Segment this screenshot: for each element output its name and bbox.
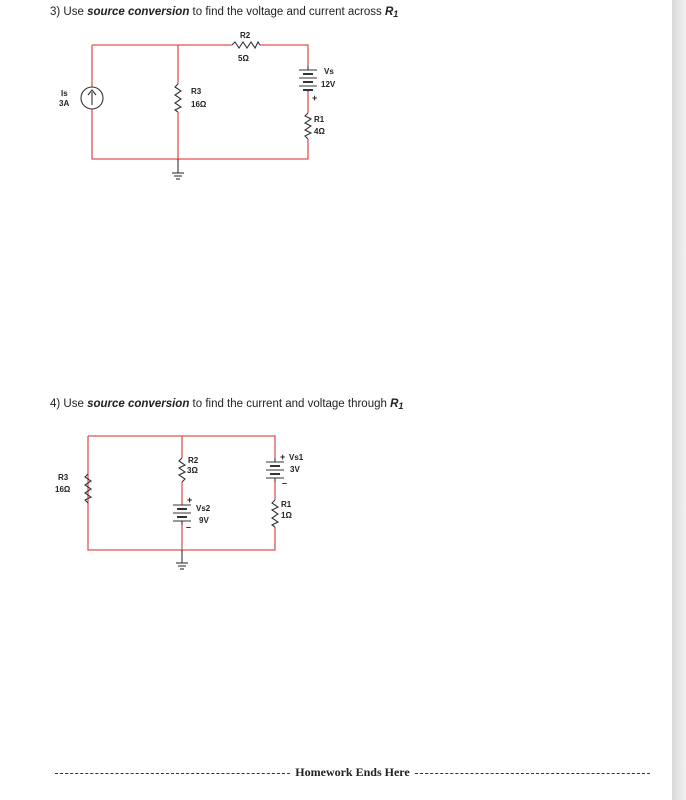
- footer-rule-right: [415, 773, 650, 774]
- vs-name-label: Vs: [324, 67, 334, 76]
- is-name-label: Is: [61, 89, 68, 98]
- vs1-minus-label: –: [282, 478, 288, 488]
- vs1-value-label: 3V: [290, 465, 300, 474]
- vs2-plus-label: +: [187, 495, 193, 505]
- r3-value-label: 16Ω: [191, 100, 207, 109]
- problem-4-target-sub: 1: [398, 401, 404, 411]
- r3-value-label-4: 16Ω: [55, 485, 71, 494]
- circuit-4-wires: [88, 436, 275, 550]
- r1-name-label-4: R1: [281, 500, 292, 509]
- circuit-4-ground-icon: [176, 550, 188, 569]
- problem-4-target: R: [390, 398, 399, 410]
- vs-plus-label: +: [312, 93, 318, 103]
- vs2-minus-label: –: [186, 522, 192, 532]
- homework-footer: [55, 764, 650, 780]
- r3-name-label: R3: [191, 87, 202, 96]
- problem-3-middle: to find the voltage and current across: [189, 6, 385, 18]
- problem-3-target: R: [384, 6, 394, 18]
- r2-value-label: 5Ω: [238, 54, 249, 63]
- r2-name-label: R2: [240, 31, 251, 40]
- r2-name-label-4: R2: [188, 456, 199, 465]
- vs1-name-label: Vs1: [289, 453, 304, 462]
- vs2-value-label: 9V: [199, 516, 209, 525]
- is-value-label: 3A: [59, 99, 70, 108]
- r3-name-label-4: R3: [58, 473, 69, 482]
- problem-4-emphasis: source conversion: [87, 398, 190, 410]
- r1-value-label-4: 1Ω: [281, 511, 292, 520]
- problem-3-prefix: 3) Use: [50, 6, 88, 18]
- footer-rule-left: [55, 773, 290, 774]
- problem-4-middle: to find the current and voltage through: [189, 398, 391, 410]
- problem-3-target-sub: 1: [393, 9, 399, 19]
- r1-name-label: R1: [314, 115, 325, 124]
- problem-3-emphasis: source conversion: [87, 6, 190, 18]
- vs2-name-label: Vs2: [196, 504, 211, 513]
- r2-value-label-4: 3Ω: [187, 466, 198, 475]
- r1-resistor-symbol-4: [272, 500, 278, 527]
- vs-value-label: 12V: [321, 80, 336, 89]
- r1-value-label: 4Ω: [314, 127, 325, 136]
- footer-label: Homework Ends Here: [295, 764, 410, 779]
- page-shadow-edge: [672, 0, 686, 800]
- problem-4-prefix: 4) Use: [50, 398, 88, 410]
- r2-resistor-symbol-4: [179, 458, 185, 482]
- vs1-plus-label: +: [280, 452, 286, 462]
